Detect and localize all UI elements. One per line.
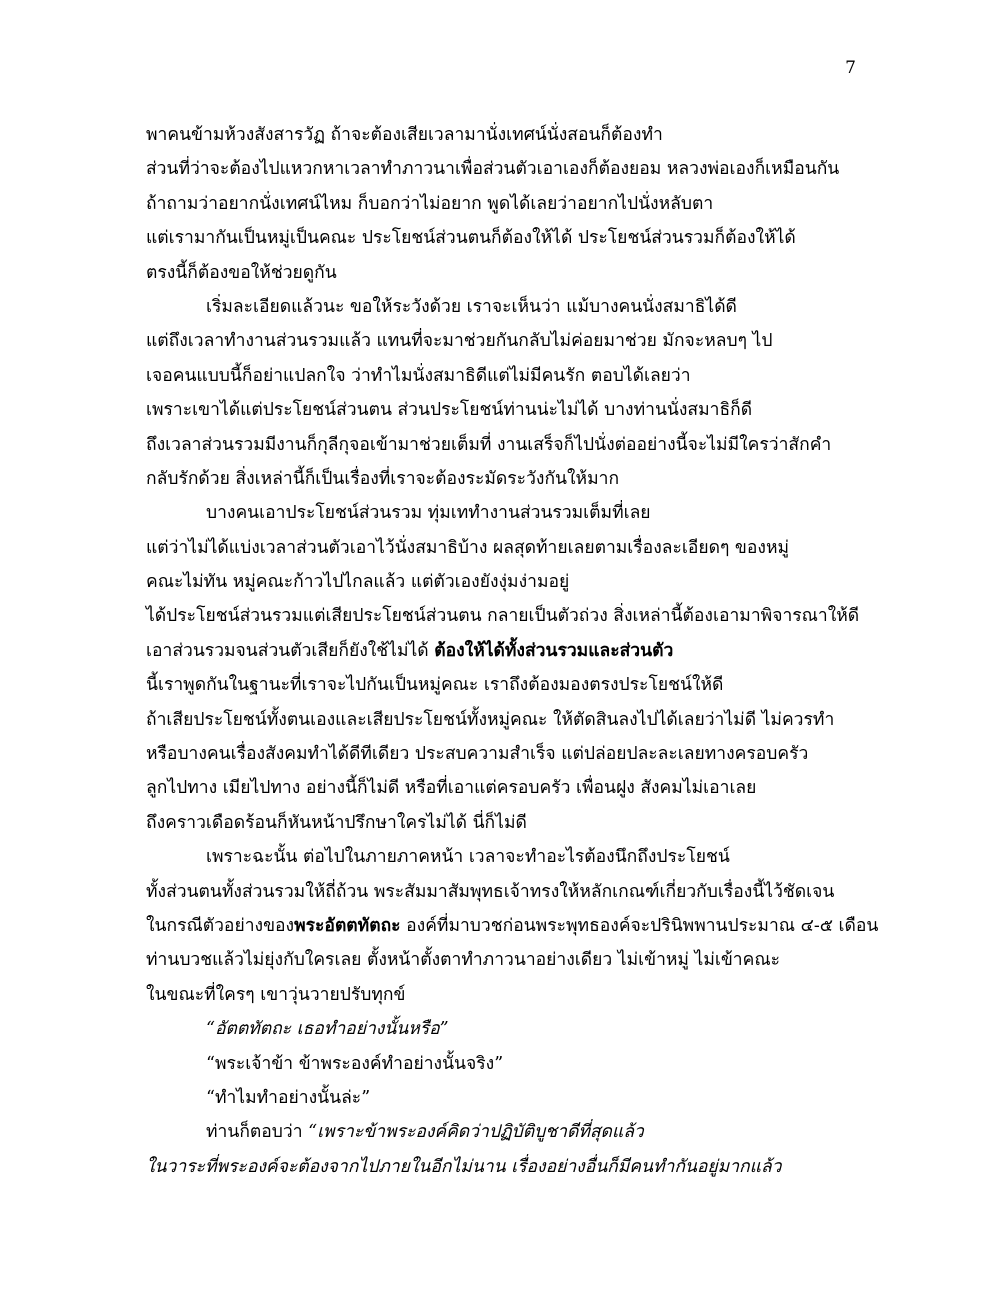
text-segment: ท่านก็ตอบว่า [206, 1122, 309, 1143]
dialogue-line: “พระเจ้าข้า ข้าพระองค์ทำอย่างนั้นจริง” [206, 1053, 504, 1074]
text-line: ท่านบวชแล้วไม่ยุ่งกับใครเลย ตั้งหน้าตั้งตาทำภาวนาอย่างเดียว ไม่เข้าหมู่ ไม่เข้าคณะ [146, 950, 780, 971]
text-line: เจอคนแบบนี้ก็อย่าแปลกใจ ว่าทำไมนั่งสมาธิดีแต่ไม่มีคนรัก ตอบได้เลยว่า [146, 365, 691, 386]
text-line: เพราะเขาได้แต่ประโยชน์ส่วนตน ส่วนประโยชน์ท่านน่ะไม่ได้ บางท่านนั่งสมาธิก็ดี [146, 400, 753, 421]
text-line: หรือบางคนเรื่องสังคมทำได้ดีทีเดียว ประสบความสำเร็จ แต่ปล่อยปละละเลยทางครอบครัว [146, 744, 809, 765]
emphasis-text: ต้องให้ได้ทั้งส่วนรวมและส่วนตัว [434, 640, 674, 661]
text-line: บางคนเอาประโยชน์ส่วนรวม ทุ่มเททำงานส่วนรวมเต็มที่เลย [206, 503, 651, 524]
text-line: กลับรักด้วย สิ่งเหล่านี้ก็เป็นเรื่องที่เราจะต้องระมัดระวังกันให้มาก [146, 468, 620, 489]
dialogue-line: “อัตตทัตถะ เธอทำอย่างนั้นหรือ” [206, 1019, 449, 1040]
dialogue-line: “ทำไมทำอย่างนั้นล่ะ” [206, 1087, 371, 1108]
text-line [146, 634, 866, 668]
quote-line: ในวาระที่พระองค์จะต้องจากไปภายในอีกไม่นาน เรื่องอย่างอื่นก็มีคนทำกันอยู่มากแล้ว [146, 1156, 782, 1177]
text-line: แต่ถึงเวลาทำงานส่วนรวมแล้ว แทนที่จะมาช่วยกันกลับไม่ค่อยมาช่วย มักจะหลบๆ ไป [146, 331, 773, 352]
text-line [146, 909, 879, 943]
text-line: ในขณะที่ใครๆ เขาวุ่นวายปรับทุกข์ [146, 984, 406, 1005]
text-segment: ในกรณีตัวอย่างของ [146, 915, 295, 936]
text-line: ได้ประโยชน์ส่วนรวมแต่เสียประโยชน์ส่วนตน กลายเป็นตัวถ่วง สิ่งเหล่านี้ต้องเอามาพิจารณาให้ดี [146, 606, 860, 627]
text-line: ทั้งส่วนตนทั้งส่วนรวมให้ถี่ถ้วน พระสัมมาสัมพุทธเจ้าทรงให้หลักเกณฑ์เกี่ยวกับเรื่องนี้ไว้ชัดเจน [146, 881, 835, 902]
text-line: ถ้าถามว่าอยากนั่งเทศน์ไหม ก็บอกว่าไม่อยาก พูดได้เลยว่าอยากไปนั่งหลับตา [146, 193, 714, 214]
text-segment: เอาส่วนรวมจนส่วนตัวเสียก็ยังใช้ไม่ได้ [146, 640, 435, 661]
text-line: เริ่มละเอียดแล้วนะ ขอให้ระวังด้วย เราจะเห็นว่า แม้บางคนนั่งสมาธิได้ดี [206, 296, 737, 317]
text-line: เพราะฉะนั้น ต่อไปในภายภาคหน้า เวลาจะทำอะไรต้องนึกถึงประโยชน์ [206, 847, 730, 868]
emphasis-name: พระอัตตทัตถะ [294, 915, 401, 936]
text-line: คณะไม่ทัน หมู่คณะก้าวไปไกลแล้ว แต่ตัวเองยังงุ่มง่ามอยู่ [146, 572, 570, 593]
text-line [146, 1115, 866, 1149]
quote-text: “เพราะข้าพระองค์คิดว่าปฏิบัติบูชาดีที่สุดแล้ว [308, 1122, 644, 1143]
text-line: นี้เราพูดกันในฐานะที่เราจะไปกันเป็นหมู่คณะ เราถึงต้องมองตรงประโยชน์ให้ดี [146, 675, 724, 696]
text-line: ส่วนที่ว่าจะต้องไปแหวกหาเวลาทำภาวนาเพื่อส่วนตัวเอาเองก็ต้องยอม หลวงพ่อเองก็เหมือนกัน [146, 159, 840, 180]
text-line: แต่เรามากันเป็นหมู่เป็นคณะ ประโยชน์ส่วนตนก็ต้องให้ได้ ประโยชน์ส่วนรวมก็ต้องให้ได้ [146, 228, 796, 249]
document-body [146, 118, 879, 1184]
text-line: ตรงนี้ก็ต้องขอให้ช่วยดูกัน [146, 262, 337, 283]
text-segment: องค์ที่มาบวชก่อนพระพุทธองค์จะปรินิพพานประมาณ ๔-๕ เดือน [400, 915, 879, 936]
text-line: แต่ว่าไม่ได้แบ่งเวลาส่วนตัวเอาไว้นั่งสมาธิบ้าง ผลสุดท้ายเลยตามเรื่องละเอียดๆ ของหมู่ [146, 537, 790, 558]
text-line: พาคนข้ามห้วงสังสารวัฏ ถ้าจะต้องเสียเวลามานั่งเทศน์นั่งสอนก็ต้องทำ [146, 125, 663, 145]
text-line: ถึงเวลาส่วนรวมมีงานก็กุลีกุจอเข้ามาช่วยเต็มที่ งานเสร็จก็ไปนั่งต่ออย่างนี้จะไม่มีใครว่าสักคำ [146, 434, 832, 455]
text-line: ลูกไปทาง เมียไปทาง อย่างนี้ก็ไม่ดี หรือที่เอาแต่ครอบครัว เพื่อนฝูง สังคมไม่เอาเลย [146, 778, 757, 799]
text-line: ถ้าเสียประโยชน์ทั้งตนเองและเสียประโยชน์ทั้งหมู่คณะ ให้ตัดสินลงไปได้เลยว่าไม่ดี ไม่ควรทำ [146, 709, 835, 730]
text-line: ถึงคราวเดือดร้อนก็หันหน้าปรึกษาใครไม่ได้ นี่ก็ไม่ดี [146, 812, 527, 833]
page-number: 7 [845, 58, 856, 78]
